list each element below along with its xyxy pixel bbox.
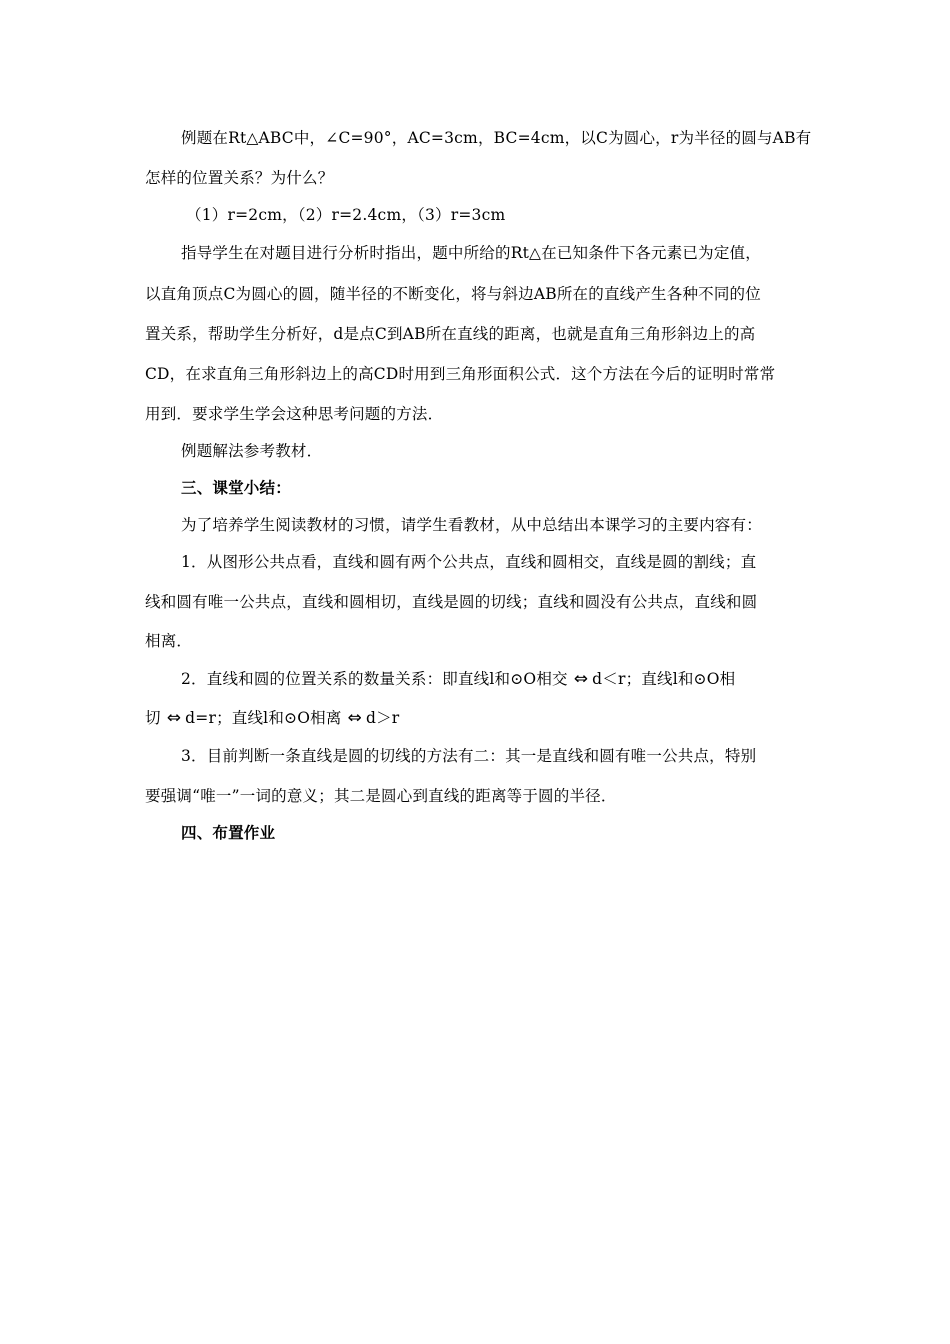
summary-item-1-line-2: 线和圆有唯一公共点，直线和圆相切，直线是圆的切线；直线和圆没有公共点，直线和圆: [145, 593, 758, 611]
summary-item-2-line-1: [181, 669, 735, 689]
example-line-2: 怎样的位置关系？为什么？: [145, 169, 334, 187]
guidance-line-1: 指导学生在对题目进行分析时指出，题中所给的Rt△在已知条件下各元素已为定值，: [181, 244, 761, 262]
summary-item-2-text-a: 2．直线和圆的位置关系的数量关系：即直线l和⊙O相交: [181, 670, 568, 688]
guidance-line-2: 以直角顶点C为圆心的圆，随半径的不断变化，将与斜边AB所在的直线产生各种不同的位: [145, 285, 761, 303]
guidance-line-4: CD，在求直角三角形斜边上的高CD时用到三角形面积公式．这个方法在今后的证明时常常: [145, 365, 776, 383]
guidance-line-3: 置关系，帮助学生分析好，d是点C到AB所在直线的距离，也就是直角三角形斜边上的高: [145, 325, 756, 343]
example-line-1: 例题在Rt△ABC中，∠C=90°，AC=3cm，BC=4cm，以C为圆心，r为半径的圆与AB有: [181, 129, 812, 147]
section-4-title: 四、布置作业: [181, 824, 276, 842]
section-3-intro: 为了培养学生阅读教材的习惯，请学生看教材，从中总结出本课学习的主要内容有：: [181, 516, 762, 534]
summary-item-3-line-2: 要强调“唯一”一词的意义；其二是圆心到直线的距离等于圆的半径．: [145, 787, 617, 805]
summary-item-3-line-1: 3．目前判断一条直线是圆的切线的方法有二：其一是直线和圆有唯一公共点，特别: [181, 747, 757, 765]
summary-item-2-text-c: 切: [145, 709, 161, 727]
summary-item-2-text-d: d=r；直线l和⊙O相离: [185, 709, 342, 727]
equivalence-arrow-icon: ⇔: [573, 669, 589, 689]
summary-item-1-line-3: 相离．: [145, 632, 193, 650]
section-3-title: 三、课堂小结：: [181, 479, 291, 497]
example-cases: （1）r=2cm，（2）r=2.4cm，（3）r=3cm: [186, 206, 506, 224]
summary-item-2-text-b: d＜r；直线l和⊙O相: [592, 670, 736, 688]
solution-reference: 例题解法参考教材．: [181, 442, 323, 460]
equivalence-arrow-icon: ⇔: [166, 708, 182, 728]
summary-item-2-line-2: [145, 708, 399, 728]
guidance-line-5: 用到．要求学生学会这种思考问题的方法．: [145, 405, 444, 423]
summary-item-1-line-1: 1．从图形公共点看，直线和圆有两个公共点，直线和圆相交，直线是圆的割线；直: [181, 553, 757, 571]
summary-item-2-text-e: d＞r: [365, 709, 400, 727]
equivalence-arrow-icon: ⇔: [347, 708, 362, 728]
